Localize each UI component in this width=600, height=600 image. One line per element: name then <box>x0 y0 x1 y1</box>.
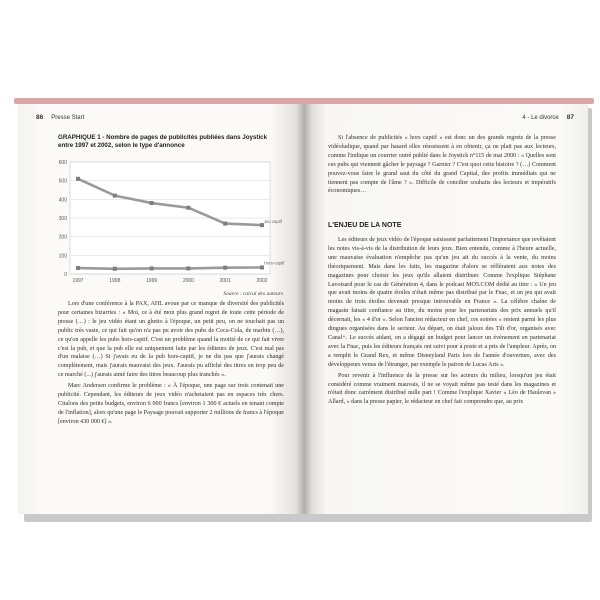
left-paragraph-1: Lors d'une conférence à la PAX, AHL avoue par ce manque de diversité des publicités pour certaines bizarries : « Moi, ce à été mon plus grand regret de toute cette période de presse (…) : le jeu vidéo étant un ghetto à l'époque, un petit peu, on ne touchait pas un public très vaste, ce qui fait qu'on n'a pas pu avoir des pubs de Coca-Cola, de marbin (…), ce qu'on appelle les pubs hors-captif. C'est un problème quand la moitié de ce qui fait vivre c'est la pub, et que la pub elle est uniquement faite par les éditeurs de jeux. C'est mal pas d'un malaise (…) Si j'avais eu de la pub hors-captif, je ne dis pas que j'aurais changé complètement, mais j'aurais mauvaisi des jeux. J'aurais pu affiché des titres en trop peu de ce marché (...) j'aurais aimé faire des titres beaucoup plus tranchés ». <box>58 301 284 379</box>
data-point <box>113 267 117 271</box>
right-body-text-bottom <box>328 236 556 409</box>
data-point <box>260 265 264 269</box>
y-tick-label: 100 <box>58 253 67 260</box>
left-body-text <box>58 300 284 429</box>
left-page <box>18 104 304 514</box>
y-tick-label: 300 <box>58 216 67 222</box>
chart-source: Source : calcul des auteurs <box>223 291 283 297</box>
right-running-head <box>522 114 574 121</box>
data-point <box>223 266 227 270</box>
section-heading: L'ENJEU DE LA NOTE <box>328 222 402 229</box>
y-tick-label: 500 <box>58 178 67 185</box>
book-gutter <box>296 104 312 514</box>
right-body-text-top <box>328 134 556 198</box>
right-paragraph-1: Si l'absence de publicités « hors captif » est donc un des grands regrets de la presse vidéoludique, quand par hasard elles réussissent à en obtenir, ça ne plait pas aux lecteurs, comme l'indique un courrier outré publié dans le Joystick n°115 de mai 2000 : « Quelles sont ces pubs qui viennent gâcher le paysage ? Garnier ? C'est quoi cette histoire ? (…) Comment pouvez-vous faire le grand saut du côté du grand Capital, des profits immédiats qui ne tiennent pas compte de l'âme ? ». Difficile de concilier souhaits des lecteurs et impératifs économiques… <box>328 135 556 195</box>
data-point <box>113 194 117 198</box>
data-point <box>76 266 80 270</box>
left-page-number: 86 <box>36 114 44 121</box>
left-running-head <box>36 114 84 121</box>
line-chart <box>42 154 292 294</box>
data-point <box>223 222 227 226</box>
data-point <box>150 201 154 205</box>
legend-label: Jeu captif <box>264 219 282 225</box>
x-tick-label: 2000 <box>182 278 194 284</box>
x-tick-label: 2002 <box>256 278 268 284</box>
right-page <box>304 104 588 514</box>
y-tick-label: 600 <box>58 160 67 166</box>
x-tick-label: 2001 <box>219 278 231 284</box>
series-line-2 <box>78 267 262 268</box>
left-running-title: Presse Start <box>51 114 85 121</box>
left-paragraph-2: Marc Andersen confirme le problème : « À l'époque, une page sur trois contenait une publicité. Cependant, les éditeurs de jeux vidéo n'achetaient pas en espaces très chers. Citalons des petits budgets, environ 6 000 francs [environ 1 300 € actuels en tenant compte de l'inflation], alors qu'une page le Paysage pouvait supporter 2 millions de francs à l'époque [environ 430 000 €] ». <box>58 383 284 425</box>
right-page-number: 87 <box>566 114 574 121</box>
legend-label: Hors-captif <box>264 260 285 266</box>
y-tick-label: 0 <box>64 272 67 278</box>
x-tick-label: 1999 <box>146 278 158 284</box>
data-point <box>150 266 154 270</box>
data-point <box>76 177 80 181</box>
y-tick-label: 200 <box>58 234 67 241</box>
right-paragraph-3: Pour revenir à l'influence de la presse sur les acteurs du milieu, lorsqu'un jeu était considéré comme vraiment mauvais, il ne se voyait même pas testé dans les magazines et n'était donc carrément distribué nulle part ! Comme l'explique Xavier « Léo de Haulevan » Allard, « dans la presse papier, le rédacteur en chef fait comprendre que, au prix <box>328 372 556 406</box>
right-running-title: 4 - Le divorce <box>522 114 559 121</box>
x-tick-label: 1997 <box>72 278 84 284</box>
x-tick-label: 1998 <box>109 278 121 284</box>
open-book <box>6 96 594 516</box>
graph-caption-text: Nombre de pages de publicités publiées dans Joystick entre 1997 et 2002, selon le type d'annonce <box>58 134 268 149</box>
graph-caption-label: GRAPHIQUE 1 - <box>58 134 107 141</box>
data-point <box>186 206 190 210</box>
graph-caption <box>58 134 278 150</box>
right-paragraph-2: Les éditeurs de jeux vidéo de l'époque saisissent parfaitement l'importance que revêtaient les notes vis-à-vis de la distribution de leurs jeux. Bien entendu, comme à l'heure actuelle, une mauvaise évaluation n'empêche pas qu'un jeu ait du succès à la vente, du moins théoriquement. Mais dans les faits, les magazine d'alors se réfléraient aux notes des magazines pour choisir les jeux qu'ils allaient distribuer. Comme l'explique Stéphane Lavoisard pour le cas de Génération 4, dans le podcast MO5.COM dédié au titre : « Un jeu que avait moins de quatre étoiles n'était même pas distribué par le Fnac, et un jeu qui avait moins de trois étoiles devenait presque introuvable en France ». La célèbre chaîne de magasin faisait confiance au titre, du moins pour les partenariats des prix annuels qu'il décernait, les « 4 d'or ». Selon l'ancien rédacteur en chef, ces soirées « restent parmi les plus dingues organisées dans le secteur. Au départ, on était jaloux des Tilt d'or, organisés avec Canal+. Le succès aidant, on a dégagé un budget pour lancer un événement en partenariat avec la Fnac, puis les éditeurs français ont suivi pour à poste et a pris de l'ampleur. Après, on a remplit le Grand Rex, et même Disneyland Paris lors de l'année d'ouverture, avec des développeurs venus de l'étranger, par exemple le patron de Lucas Arts ». <box>328 237 556 368</box>
y-tick-label: 400 <box>58 197 67 204</box>
data-point <box>186 266 190 270</box>
